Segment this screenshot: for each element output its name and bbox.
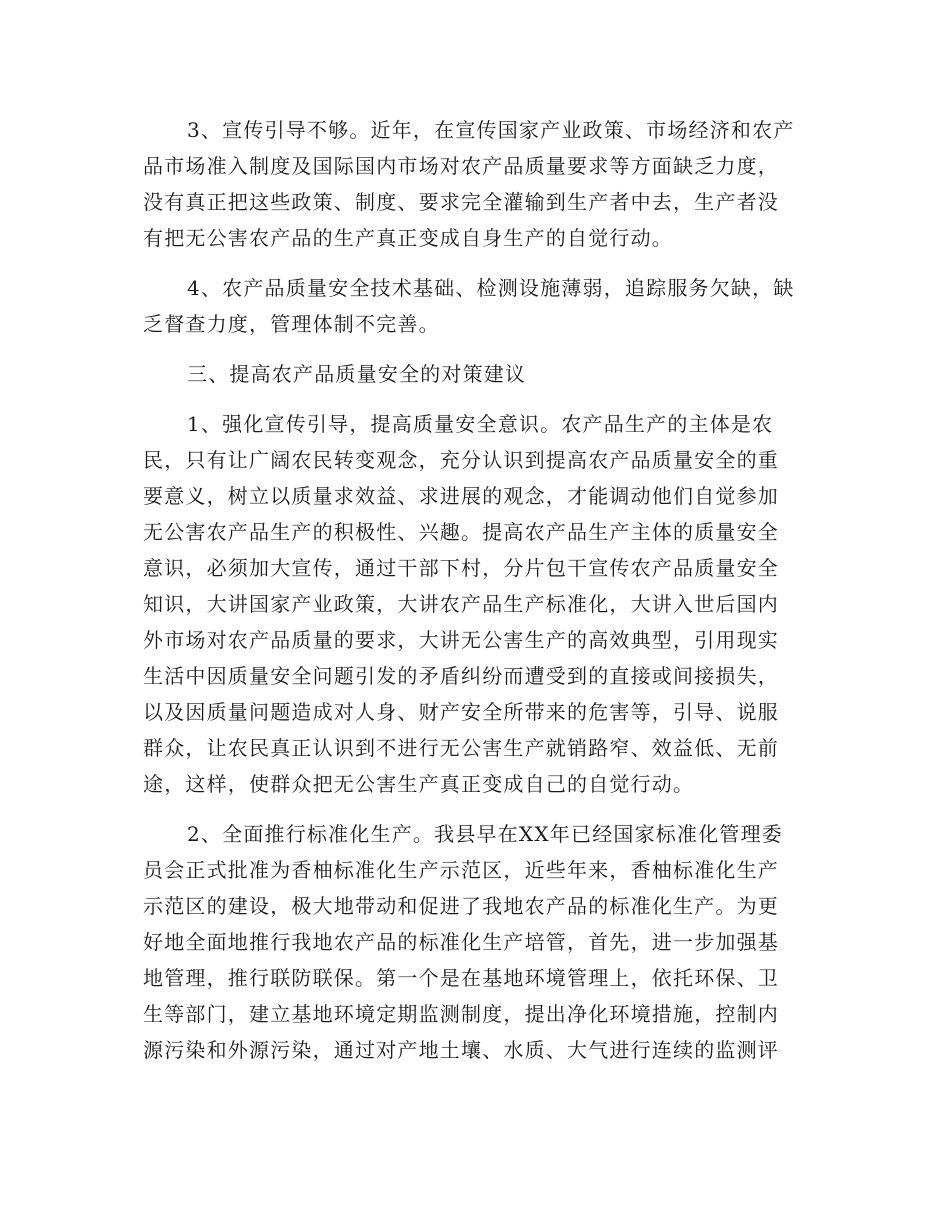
text-line: 4、农产品质量安全技术基础、检测设施薄弱，追踪服务欠缺，缺 bbox=[187, 276, 795, 300]
document-body bbox=[143, 112, 807, 1082]
paragraph-measure-2 bbox=[143, 816, 807, 1068]
text-line: 外市场对农产品质量的要求，大讲无公害生产的高效典型，引用现实 bbox=[143, 628, 779, 652]
text-line: 无公害农产品生产的积极性、兴趣。提高农产品生产主体的质量安全 bbox=[143, 520, 779, 544]
text-line: 意识，必须加大宣传，通过干部下村，分片包干宣传农产品质量安全 bbox=[143, 556, 779, 580]
text-line: 知识，大讲国家产业政策，大讲农产品生产标准化，大讲入世后国内 bbox=[143, 592, 779, 616]
section-heading bbox=[143, 356, 807, 392]
text-line: 途，这样，使群众把无公害生产真正变成自己的自觉行动。 bbox=[143, 772, 695, 796]
text-line: 3、宣传引导不够。近年，在宣传国家产业政策、市场经济和农产 bbox=[187, 118, 795, 142]
text-line: 有把无公害农产品的生产真正变成自身生产的自觉行动。 bbox=[143, 226, 673, 250]
text-line: 2、全面推行标准化生产。我县早在XX年已经国家标准化管理委 bbox=[187, 822, 784, 846]
text-line: 乏督查力度，管理体制不完善。 bbox=[143, 312, 440, 336]
text-line: 员会正式批准为香柚标准化生产示范区，近些年来，香柚标准化生产 bbox=[143, 858, 779, 882]
paragraph-measure-1 bbox=[143, 406, 807, 802]
heading-text: 三、提高农产品质量安全的对策建议 bbox=[187, 362, 527, 386]
text-line: 生等部门，建立基地环境定期监测制度，提出净化环境措施，控制内 bbox=[143, 1002, 779, 1026]
text-line: 以及因质量问题造成对人身、财产安全所带来的危害等，引导、说服 bbox=[143, 700, 779, 724]
text-line: 源污染和外源污染，通过对产地土壤、水质、大气进行连续的监测评 bbox=[143, 1038, 779, 1062]
text-line: 没有真正把这些政策、制度、要求完全灌输到生产者中去，生产者没 bbox=[143, 190, 779, 214]
text-line: 群众，让农民真正认识到不进行无公害生产就销路窄、效益低、无前 bbox=[143, 736, 779, 760]
paragraph-problem-4 bbox=[143, 270, 807, 342]
text-line: 好地全面地推行我地农产品的标准化生产培管，首先，进一步加强基 bbox=[143, 930, 779, 954]
text-line: 地管理，推行联防联保。第一个是在基地环境管理上，依托环保、卫 bbox=[143, 966, 779, 990]
text-line: 要意义，树立以质量求效益、求进展的观念，才能调动他们自觉参加 bbox=[143, 484, 779, 508]
text-line: 1、强化宣传引导，提高质量安全意识。农产品生产的主体是农 bbox=[187, 412, 774, 436]
text-line: 民，只有让广阔农民转变观念，充分认识到提高农产品质量安全的重 bbox=[143, 448, 779, 472]
paragraph-problem-3 bbox=[143, 112, 807, 256]
text-line: 生活中因质量安全问题引发的矛盾纠纷而遭受到的直接或间接损失， bbox=[143, 664, 779, 688]
text-line: 品市场准入制度及国际国内市场对农产品质量要求等方面缺乏力度， bbox=[143, 154, 779, 178]
text-line: 示范区的建设，极大地带动和促进了我地农产品的标准化生产。为更 bbox=[143, 894, 779, 918]
